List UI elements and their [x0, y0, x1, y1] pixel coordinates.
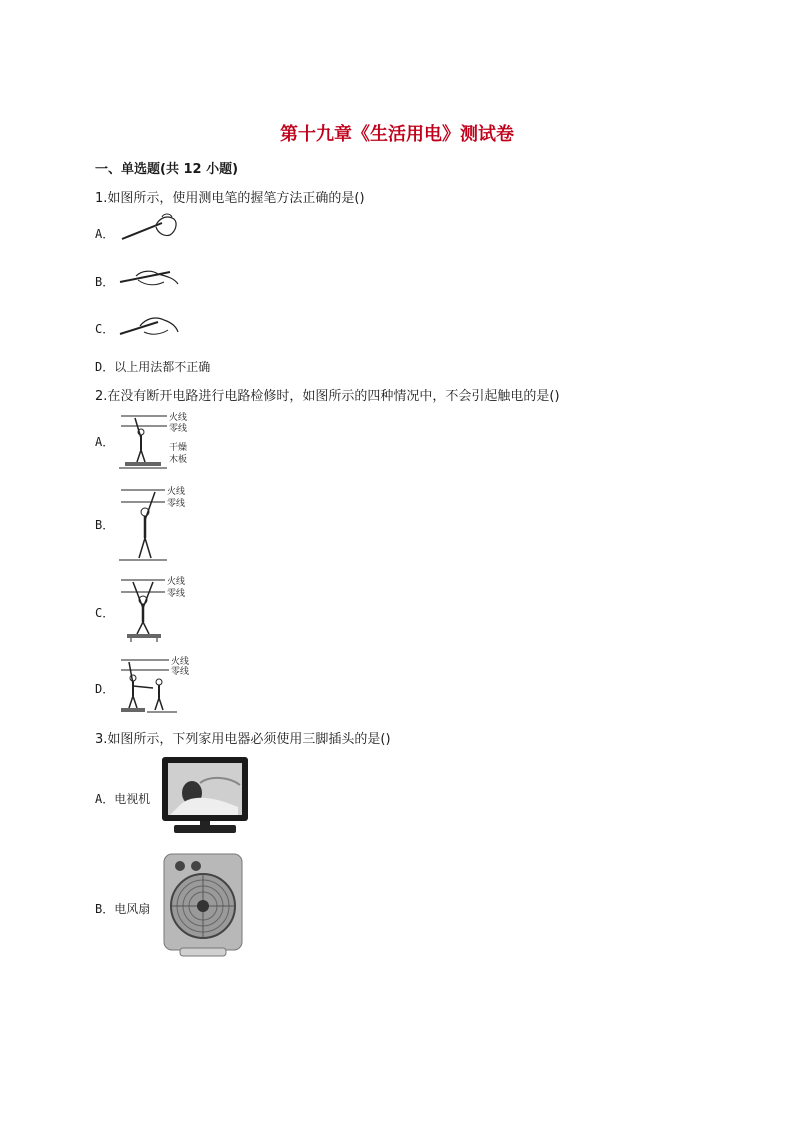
q3-option-a-text: 电视机 — [114, 792, 151, 806]
pen-grip-figure-c — [118, 310, 180, 340]
q2-option-a-letter: A． — [95, 435, 115, 449]
label-live-wire: 火线 — [167, 577, 186, 587]
q3-option-b-text: 电风扇 — [114, 902, 151, 916]
pen-grip-figure-a — [118, 213, 180, 243]
q1-option-b-letter: B． — [95, 275, 115, 289]
question-1-stem: 1.如图所示，使用测电笔的握笔方法正确的是() — [95, 191, 365, 206]
label-neutral-wire: 零线 — [171, 667, 190, 677]
q2-option-d-letter: D． — [95, 682, 115, 696]
pen-grip-figure-b — [118, 264, 180, 294]
label-neutral-wire: 零线 — [167, 589, 186, 599]
label-live-wire: 火线 — [167, 487, 186, 497]
question-2-stem: 2.在没有断开电路进行电路检修时，如图所示的四种情况中，不会引起触电的是() — [95, 389, 560, 404]
fan-icon — [160, 852, 246, 960]
label-neutral-wire: 零线 — [169, 424, 188, 434]
electrician-figure-a — [117, 410, 189, 470]
q1-option-d-text: 以上用法都不正确 — [114, 360, 211, 374]
electrician-figure-b — [117, 482, 189, 562]
q1-option-d-letter: D． — [95, 360, 115, 374]
label-live-wire: 火线 — [171, 657, 190, 667]
q3-option-b-letter: B． — [95, 902, 115, 916]
q3-option-a — [95, 790, 150, 807]
q1-option-c-letter: C． — [95, 322, 115, 336]
q1-option-d — [95, 358, 210, 375]
q2-option-b-letter: B． — [95, 518, 115, 532]
section-heading: 一、单选题(共 12 小题) — [95, 162, 239, 177]
label-live-wire: 火线 — [169, 413, 188, 423]
question-3-stem: 3.如图所示，下列家用电器必须使用三脚插头的是() — [95, 732, 391, 747]
q1-option-a-letter: A． — [95, 227, 115, 241]
label-neutral-wire: 零线 — [167, 499, 186, 509]
electrician-figure-d — [117, 654, 193, 714]
electrician-figure-c — [117, 574, 189, 644]
q3-option-a-letter: A． — [95, 792, 115, 806]
label-board: 木板 — [169, 455, 188, 465]
q3-option-b — [95, 900, 150, 917]
label-dry: 干燥 — [169, 443, 188, 453]
tv-icon — [160, 755, 250, 841]
page-title: 第十九章《生活用电》测试卷 — [280, 124, 514, 145]
q2-option-c-letter: C． — [95, 606, 115, 620]
